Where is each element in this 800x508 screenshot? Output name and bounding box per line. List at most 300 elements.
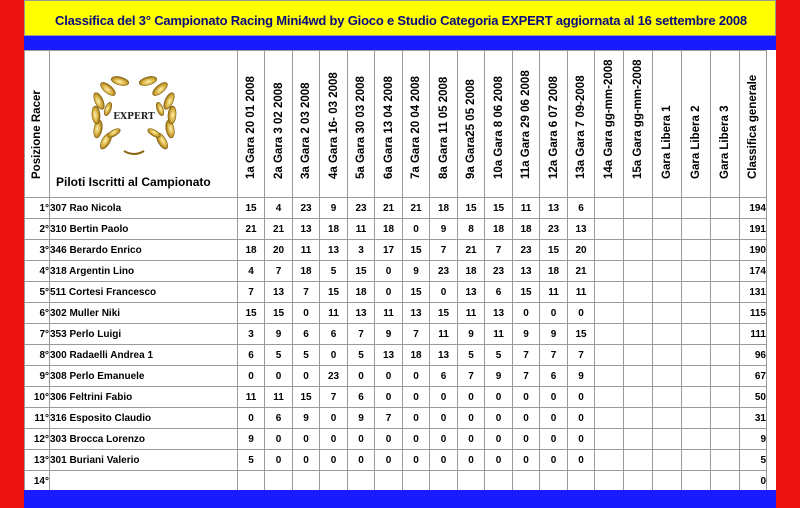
- total-cell: 5: [740, 450, 767, 471]
- score-cell: 18: [238, 240, 265, 261]
- race-header-10: [485, 51, 513, 198]
- score-cell: 0: [320, 408, 348, 429]
- score-cell: [653, 198, 682, 219]
- score-cell: 7: [375, 408, 403, 429]
- score-cell: 0: [403, 387, 430, 408]
- score-cell: [682, 429, 711, 450]
- race-header-15-label: 15a Gara gg-mm-2008: [632, 59, 644, 179]
- pilot-name-cell: 310 Bertin Paolo: [50, 219, 238, 240]
- score-cell: [595, 324, 624, 345]
- score-cell: 7: [513, 366, 540, 387]
- score-cell: 0: [568, 387, 595, 408]
- total-cell: 50: [740, 387, 767, 408]
- score-cell: 0: [513, 429, 540, 450]
- score-cell: 6: [540, 366, 568, 387]
- table-row: [25, 324, 767, 345]
- score-cell: 9: [458, 324, 485, 345]
- race-header-17: [682, 51, 711, 198]
- position-header-label: Posizione Racer: [31, 90, 43, 179]
- score-cell: 0: [293, 429, 320, 450]
- score-cell: 15: [403, 240, 430, 261]
- score-cell: 11: [238, 387, 265, 408]
- total-cell: 96: [740, 345, 767, 366]
- score-cell: [711, 471, 740, 492]
- position-cell: 4°: [25, 261, 50, 282]
- score-cell: [595, 240, 624, 261]
- score-cell: 0: [568, 303, 595, 324]
- position-cell: 13°: [25, 450, 50, 471]
- score-cell: 7: [293, 282, 320, 303]
- score-cell: 9: [238, 429, 265, 450]
- total-cell: 111: [740, 324, 767, 345]
- total-cell: 190: [740, 240, 767, 261]
- score-cell: 0: [348, 366, 375, 387]
- score-cell: 7: [320, 387, 348, 408]
- score-cell: [238, 471, 265, 492]
- score-cell: [711, 408, 740, 429]
- total-cell: 131: [740, 282, 767, 303]
- score-cell: 0: [293, 303, 320, 324]
- score-cell: 6: [265, 408, 293, 429]
- score-cell: 7: [485, 240, 513, 261]
- score-cell: [653, 219, 682, 240]
- race-header-5: [348, 51, 375, 198]
- score-cell: 15: [348, 261, 375, 282]
- score-cell: [265, 471, 293, 492]
- score-cell: [595, 282, 624, 303]
- score-cell: 5: [265, 345, 293, 366]
- score-cell: 0: [430, 408, 458, 429]
- score-cell: 7: [265, 261, 293, 282]
- score-cell: [624, 387, 653, 408]
- score-cell: 15: [293, 387, 320, 408]
- score-cell: 9: [348, 408, 375, 429]
- table-row: [25, 450, 767, 471]
- score-cell: 15: [238, 303, 265, 324]
- race-header-10-label: 10a Gara 8 06 2008: [492, 76, 505, 179]
- total-cell: 9: [740, 429, 767, 450]
- race-header-6: [375, 51, 403, 198]
- score-cell: 9: [265, 324, 293, 345]
- position-cell: 2°: [25, 219, 50, 240]
- score-cell: [403, 471, 430, 492]
- score-cell: [711, 219, 740, 240]
- score-cell: 0: [265, 450, 293, 471]
- score-cell: 15: [238, 198, 265, 219]
- score-cell: [624, 408, 653, 429]
- score-cell: 11: [430, 324, 458, 345]
- race-header-8-label: 8a Gara 11 05 2008: [437, 76, 450, 179]
- table-row: [25, 429, 767, 450]
- score-cell: 0: [403, 366, 430, 387]
- pilot-name-cell: 346 Berardo Enrico: [50, 240, 238, 261]
- race-header-4: [320, 51, 348, 198]
- laurel-wreath-logo: [84, 71, 184, 161]
- position-cell: 11°: [25, 408, 50, 429]
- score-cell: 4: [238, 261, 265, 282]
- score-cell: 0: [458, 387, 485, 408]
- score-cell: 5: [485, 345, 513, 366]
- score-cell: [682, 240, 711, 261]
- score-cell: 11: [293, 240, 320, 261]
- score-cell: 6: [430, 366, 458, 387]
- total-cell: 191: [740, 219, 767, 240]
- standings-sheet: [24, 50, 776, 490]
- score-cell: 0: [320, 450, 348, 471]
- score-cell: 0: [403, 408, 430, 429]
- total-cell: 115: [740, 303, 767, 324]
- race-header-14: [595, 51, 624, 198]
- pilot-name-cell: 302 Muller Niki: [50, 303, 238, 324]
- race-header-9-label: 9a Gara25 05 2008: [465, 79, 477, 179]
- score-cell: [595, 198, 624, 219]
- score-cell: [711, 303, 740, 324]
- score-cell: [682, 471, 711, 492]
- score-cell: 0: [485, 408, 513, 429]
- score-cell: [595, 303, 624, 324]
- race-header-7: [403, 51, 430, 198]
- score-cell: [682, 366, 711, 387]
- score-cell: 11: [540, 282, 568, 303]
- score-cell: 13: [458, 282, 485, 303]
- score-cell: 3: [238, 324, 265, 345]
- score-cell: [653, 471, 682, 492]
- score-cell: [682, 261, 711, 282]
- score-cell: 0: [430, 429, 458, 450]
- race-header-5-label: 5a Gara 30 03 2008: [355, 76, 367, 179]
- score-cell: 0: [430, 282, 458, 303]
- score-cell: 23: [320, 366, 348, 387]
- score-cell: 21: [375, 198, 403, 219]
- score-cell: 21: [568, 261, 595, 282]
- score-cell: 0: [513, 408, 540, 429]
- position-cell: 6°: [25, 303, 50, 324]
- score-cell: 11: [458, 303, 485, 324]
- score-cell: 13: [348, 303, 375, 324]
- table-row: [25, 345, 767, 366]
- score-cell: 7: [348, 324, 375, 345]
- table-body: [25, 198, 767, 492]
- table-row: [25, 408, 767, 429]
- document-area: [24, 0, 776, 508]
- score-cell: 21: [265, 219, 293, 240]
- score-cell: 5: [320, 261, 348, 282]
- score-cell: 15: [513, 282, 540, 303]
- pilot-name-cell: 316 Esposito Claudio: [50, 408, 238, 429]
- score-cell: [320, 471, 348, 492]
- score-cell: 6: [238, 345, 265, 366]
- score-cell: 0: [293, 450, 320, 471]
- position-cell: 1°: [25, 198, 50, 219]
- score-cell: 6: [293, 324, 320, 345]
- score-cell: 7: [540, 345, 568, 366]
- score-cell: 23: [485, 261, 513, 282]
- score-cell: [682, 408, 711, 429]
- score-cell: 13: [568, 219, 595, 240]
- score-cell: 5: [238, 450, 265, 471]
- score-cell: 0: [320, 345, 348, 366]
- table-row: [25, 282, 767, 303]
- score-cell: 0: [568, 450, 595, 471]
- score-cell: 11: [375, 303, 403, 324]
- score-cell: 0: [265, 429, 293, 450]
- score-cell: 18: [540, 261, 568, 282]
- race-header-13: [568, 51, 595, 198]
- score-cell: 18: [485, 219, 513, 240]
- title-divider: [24, 36, 776, 50]
- position-cell: 10°: [25, 387, 50, 408]
- score-cell: [682, 198, 711, 219]
- score-cell: 9: [540, 324, 568, 345]
- score-cell: 5: [293, 345, 320, 366]
- score-cell: [653, 387, 682, 408]
- score-cell: 21: [458, 240, 485, 261]
- score-cell: 13: [403, 303, 430, 324]
- score-cell: 0: [540, 408, 568, 429]
- score-cell: [653, 261, 682, 282]
- score-cell: 7: [513, 345, 540, 366]
- score-cell: 0: [485, 387, 513, 408]
- score-cell: 15: [568, 324, 595, 345]
- score-cell: 11: [568, 282, 595, 303]
- score-cell: 13: [430, 345, 458, 366]
- score-cell: 0: [375, 450, 403, 471]
- score-cell: [624, 345, 653, 366]
- race-header-12: [540, 51, 568, 198]
- score-cell: 0: [375, 366, 403, 387]
- pilot-name-cell: 300 Radaelli Andrea 1: [50, 345, 238, 366]
- score-cell: 11: [513, 198, 540, 219]
- score-cell: [624, 366, 653, 387]
- score-cell: 9: [403, 261, 430, 282]
- race-header-6-label: 6a Gara 13 04 2008: [382, 76, 395, 179]
- score-cell: 15: [540, 240, 568, 261]
- score-cell: 0: [540, 450, 568, 471]
- pilot-name-cell: 303 Brocca Lorenzo: [50, 429, 238, 450]
- total-cell: 67: [740, 366, 767, 387]
- race-header-14-label: 14a Gara gg-mm-2008: [603, 59, 615, 179]
- race-header-2-label: 2a Gara 3 02 2008: [272, 82, 285, 179]
- score-cell: [711, 282, 740, 303]
- score-cell: 0: [513, 450, 540, 471]
- score-cell: 11: [265, 387, 293, 408]
- bottom-border: [24, 490, 776, 508]
- score-cell: 0: [485, 429, 513, 450]
- score-cell: 13: [540, 198, 568, 219]
- race-header-16: [653, 51, 682, 198]
- score-cell: 18: [293, 261, 320, 282]
- score-cell: [595, 429, 624, 450]
- score-cell: [711, 387, 740, 408]
- score-cell: [653, 345, 682, 366]
- race-header-15: [624, 51, 653, 198]
- score-cell: 0: [403, 429, 430, 450]
- score-cell: 0: [238, 408, 265, 429]
- score-cell: [711, 366, 740, 387]
- score-cell: 15: [320, 282, 348, 303]
- score-cell: [682, 450, 711, 471]
- score-cell: [624, 324, 653, 345]
- score-cell: [595, 387, 624, 408]
- race-header-3-label: 3a Gara 2 03 2008: [300, 82, 312, 179]
- table-row: [25, 219, 767, 240]
- race-header-17-label: Gara Libera 2: [690, 105, 702, 179]
- score-cell: [711, 345, 740, 366]
- score-cell: [653, 324, 682, 345]
- pilot-name-cell: 353 Perlo Luigi: [50, 324, 238, 345]
- score-cell: 15: [265, 303, 293, 324]
- score-cell: 15: [485, 198, 513, 219]
- score-cell: 23: [540, 219, 568, 240]
- score-cell: 17: [375, 240, 403, 261]
- table-row: [25, 471, 767, 492]
- table-row: [25, 303, 767, 324]
- score-cell: 23: [513, 240, 540, 261]
- table-row: [25, 198, 767, 219]
- score-cell: 0: [540, 303, 568, 324]
- page-title: Classifica del 3° Campionato Racing Mini4wd by Gioco e Studio Categoria EXPERT aggiornata al 16 settembre 2008: [55, 13, 747, 28]
- score-cell: [682, 282, 711, 303]
- score-cell: 6: [348, 387, 375, 408]
- race-header-4-label: 4a Gara 16- 03 2008: [327, 72, 340, 179]
- score-cell: 9: [513, 324, 540, 345]
- score-cell: [653, 240, 682, 261]
- score-cell: 0: [403, 450, 430, 471]
- race-header-16-label: Gara Libera 1: [661, 105, 673, 179]
- score-cell: [624, 240, 653, 261]
- score-cell: 9: [320, 198, 348, 219]
- score-cell: 4: [265, 198, 293, 219]
- score-cell: 21: [403, 198, 430, 219]
- score-cell: [624, 450, 653, 471]
- score-cell: [682, 345, 711, 366]
- logo-text: EXPERT: [113, 112, 155, 122]
- score-cell: [458, 471, 485, 492]
- race-header-18-label: Gara Libera 3: [719, 105, 731, 179]
- score-cell: [375, 471, 403, 492]
- race-header-9: [458, 51, 485, 198]
- score-cell: [682, 219, 711, 240]
- score-cell: 18: [348, 282, 375, 303]
- race-header-1-label: 1a Gara 20 01 2008: [245, 76, 257, 179]
- score-cell: 8: [458, 219, 485, 240]
- total-header: [740, 51, 767, 198]
- race-header-8: [430, 51, 458, 198]
- race-header-12-label: 12a Gara 6 07 2008: [547, 76, 560, 179]
- score-cell: 0: [403, 219, 430, 240]
- score-cell: [653, 450, 682, 471]
- position-cell: 5°: [25, 282, 50, 303]
- score-cell: 6: [485, 282, 513, 303]
- score-cell: [624, 429, 653, 450]
- score-cell: 18: [403, 345, 430, 366]
- race-header-11-label: 11a Gara 29 06 2008: [520, 70, 532, 179]
- score-cell: 18: [513, 219, 540, 240]
- score-cell: 13: [513, 261, 540, 282]
- score-cell: [624, 282, 653, 303]
- score-cell: [711, 240, 740, 261]
- score-cell: [682, 387, 711, 408]
- score-cell: 0: [348, 450, 375, 471]
- score-cell: 9: [375, 324, 403, 345]
- position-cell: 14°: [25, 471, 50, 492]
- score-cell: 0: [568, 408, 595, 429]
- score-cell: 0: [430, 387, 458, 408]
- score-cell: [348, 471, 375, 492]
- score-cell: 7: [430, 240, 458, 261]
- score-cell: [711, 198, 740, 219]
- score-cell: [430, 471, 458, 492]
- total-cell: 31: [740, 408, 767, 429]
- score-cell: 7: [458, 366, 485, 387]
- score-cell: 13: [293, 219, 320, 240]
- position-header: [25, 51, 50, 198]
- score-cell: 0: [513, 387, 540, 408]
- score-cell: [682, 324, 711, 345]
- score-cell: [624, 198, 653, 219]
- score-cell: 9: [568, 366, 595, 387]
- position-cell: 8°: [25, 345, 50, 366]
- score-cell: 0: [348, 429, 375, 450]
- score-cell: 11: [320, 303, 348, 324]
- table-row: [25, 261, 767, 282]
- score-cell: 11: [348, 219, 375, 240]
- score-cell: 13: [265, 282, 293, 303]
- score-cell: 23: [293, 198, 320, 219]
- right-red-border: [776, 0, 800, 508]
- position-cell: 12°: [25, 429, 50, 450]
- pilot-name-cell: 308 Perlo Emanuele: [50, 366, 238, 387]
- score-cell: 9: [485, 366, 513, 387]
- pilots-header-label: Piloti Iscritti al Campionato: [56, 175, 211, 189]
- score-cell: 13: [485, 303, 513, 324]
- score-cell: 20: [568, 240, 595, 261]
- score-cell: 6: [568, 198, 595, 219]
- score-cell: 15: [430, 303, 458, 324]
- score-cell: 0: [293, 366, 320, 387]
- score-cell: [653, 282, 682, 303]
- pilots-header: [50, 51, 238, 198]
- score-cell: [595, 450, 624, 471]
- standings-table: [24, 50, 767, 492]
- score-cell: [711, 261, 740, 282]
- score-cell: [711, 429, 740, 450]
- score-cell: [513, 471, 540, 492]
- score-cell: [540, 471, 568, 492]
- score-cell: [653, 366, 682, 387]
- score-cell: [595, 408, 624, 429]
- pilot-name-cell: 301 Buriani Valerio: [50, 450, 238, 471]
- score-cell: 0: [513, 303, 540, 324]
- score-cell: 0: [430, 450, 458, 471]
- race-header-1: [238, 51, 265, 198]
- race-header-7-label: 7a Gara 20 04 2008: [410, 76, 422, 179]
- race-header-11: [513, 51, 540, 198]
- score-cell: 0: [540, 387, 568, 408]
- score-cell: 15: [403, 282, 430, 303]
- score-cell: 3: [348, 240, 375, 261]
- score-cell: 0: [375, 261, 403, 282]
- score-cell: 0: [458, 450, 485, 471]
- score-cell: [595, 366, 624, 387]
- score-cell: 0: [238, 366, 265, 387]
- score-cell: 21: [238, 219, 265, 240]
- score-cell: 0: [458, 429, 485, 450]
- title-bar: [24, 0, 776, 36]
- race-header-3: [293, 51, 320, 198]
- score-cell: 18: [430, 198, 458, 219]
- score-cell: 15: [458, 198, 485, 219]
